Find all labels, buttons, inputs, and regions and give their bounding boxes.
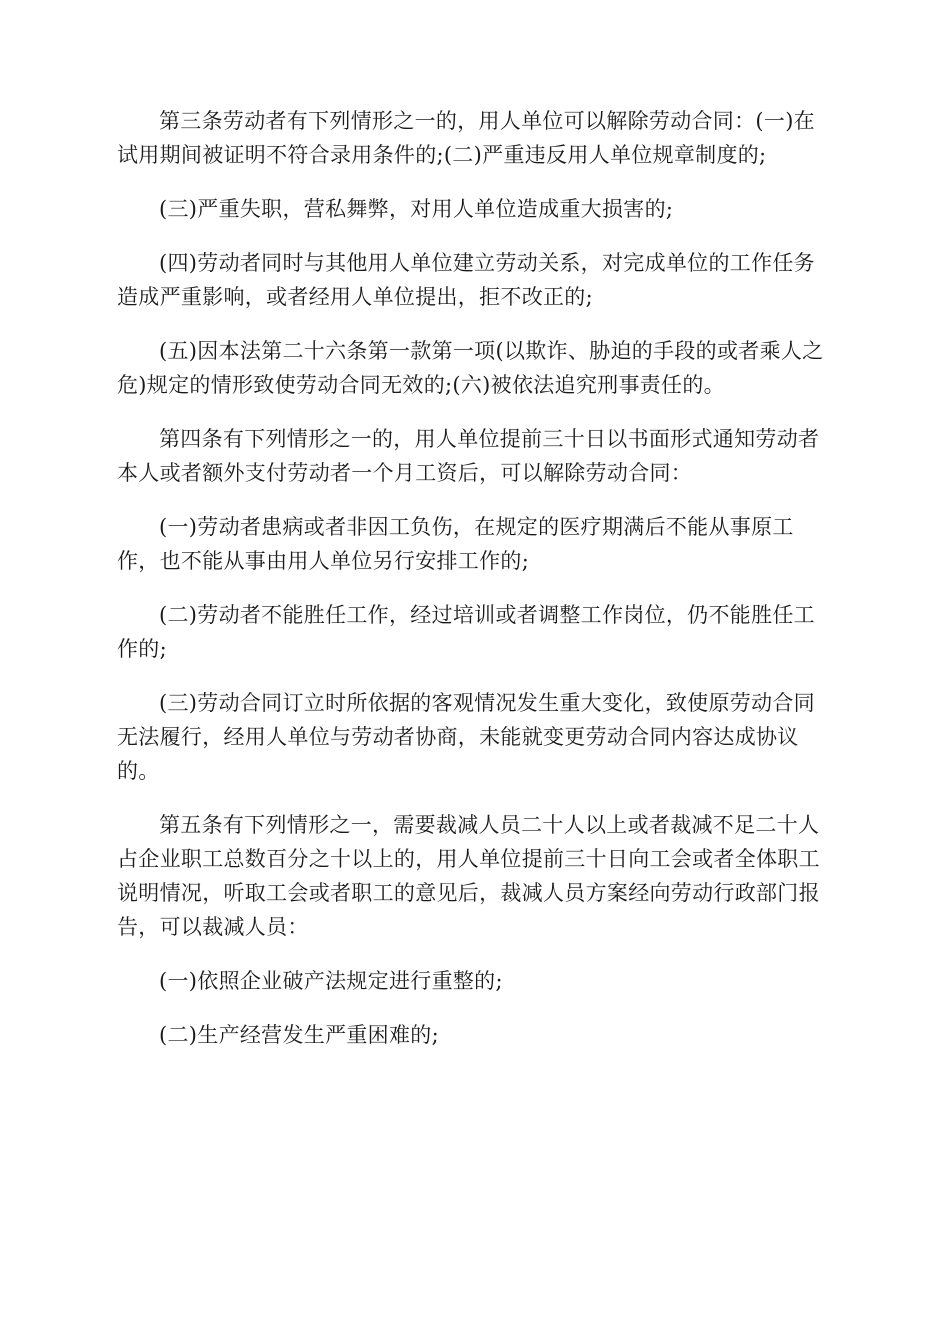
paragraph-article-3-item-5-6: (五)因本法第二十六条第一款第一项(以欺诈、胁迫的手段的或者乘人之危)规定的情形致使劳动合同无效的;(六)被依法追究刑事责任的。 xyxy=(117,339,824,397)
paragraph-article-4-item-3: (三)劳动合同订立时所依据的客观情况发生重大变化，致使原劳动合同无法履行，经用人单位与劳动者协商，未能就变更劳动合同内容达成协议的。 xyxy=(117,691,815,783)
paragraph-article-3: 第三条劳动者有下列情形之一的，用人单位可以解除劳动合同：(一)在试用期间被证明不符合录用条件的;(二)严重违反用人单位规章制度的; xyxy=(117,109,815,167)
paragraph-article-5-item-2: (二)生产经营发生严重困难的; xyxy=(159,1023,439,1047)
paragraph-article-3-item-4: (四)劳动者同时与其他用人单位建立劳动关系，对完成单位的工作任务造成严重影响，或者经用人单位提出，拒不改正的; xyxy=(117,251,815,309)
document-body xyxy=(117,104,833,1072)
paragraph-article-4-item-1: (一)劳动者患病或者非因工负伤，在规定的医疗期满后不能从事原工作，也不能从事由用人单位另行安排工作的; xyxy=(117,515,794,573)
paragraph-article-4: 第四条有下列情形之一的，用人单位提前三十日以书面形式通知劳动者本人或者额外支付劳动者一个月工资后，可以解除劳动合同： xyxy=(117,427,820,485)
paragraph-article-3-item-3: (三)严重失职，营私舞弊，对用人单位造成重大损害的; xyxy=(159,197,674,221)
paragraph-article-4-item-2: (二)劳动者不能胜任工作，经过培训或者调整工作岗位，仍不能胜任工作的; xyxy=(117,603,815,661)
paragraph-article-5: 第五条有下列情形之一，需要裁减人员二十人以上或者裁减不足二十人占企业职工总数百分之十以上的，用人单位提前三十日向工会或者全体职工说明情况，听取工会或者职工的意见后，裁减人员方案经向劳动行政部门报告，可以裁减人员： xyxy=(117,813,820,939)
paragraph-article-5-item-1: (一)依照企业破产法规定进行重整的; xyxy=(159,969,503,993)
